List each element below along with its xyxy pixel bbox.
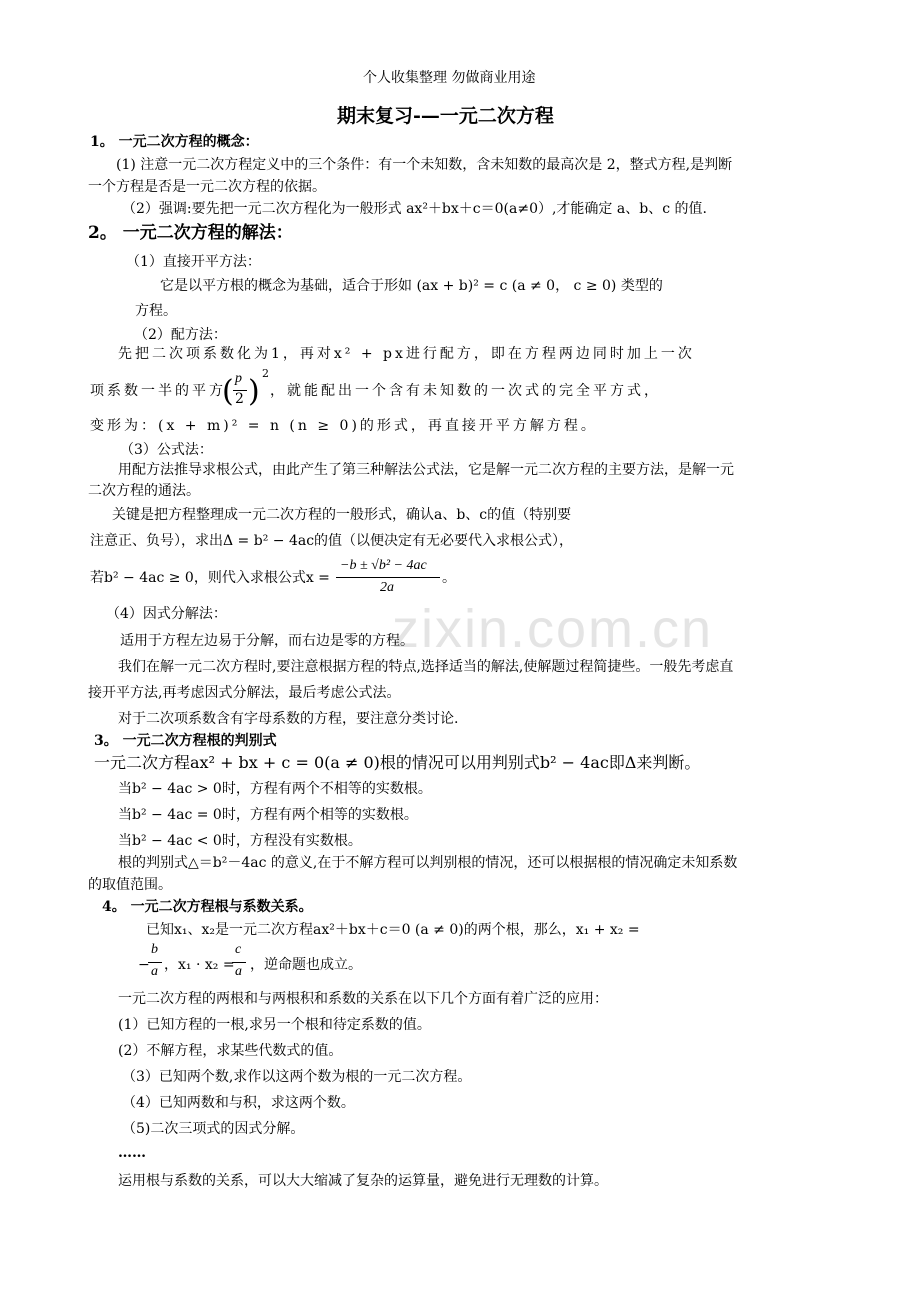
method-3-text-a: 用配方法推导求根公式，由此产生了第三种解法公式法，它是解一元二次方程的主要方法，是解一元 — [118, 462, 734, 478]
product-fraction-bar — [232, 962, 246, 963]
section-2-heading: 2。 一元二次方程的解法： — [88, 223, 293, 243]
method-3-text-c: 关键是把方程整理成一元二次方程的一般形式，确认a、b、c的值（特别要 — [112, 507, 572, 523]
vieta-statement: 已知x₁、x₂是一元二次方程ax²＋bx＋c＝0 (a ≠ 0)的两个根，那么，x₁ + x₂ = — [146, 922, 640, 938]
page-title: 期末复习-—一元二次方程 — [337, 105, 554, 127]
discriminant-intro: 一元二次方程ax² + bx + c = 0(a ≠ 0)根的情况可以用判别式b² − 4ac即Δ来判断。 — [94, 753, 701, 772]
closing-sentence: 运用根与系数的关系，可以大大缩减了复杂的运算量，避免进行无理数的计算。 — [118, 1173, 608, 1189]
method-1-text-a: 它是以平方根的概念为基础，适合于形如 (ax + b)² = c (a ≠ 0， c ≥ 0) 类型的 — [160, 278, 663, 294]
product-numerator: c — [235, 942, 242, 957]
sum-numerator: b — [151, 942, 158, 957]
advice-text-1: 我们在解一元二次方程时,要注意根据方程的特点,选择适当的解法,使解题过程简捷些。一般先考虑直 — [118, 659, 734, 675]
application-2: (2）不解方程，求某些代数式的值。 — [118, 1043, 343, 1059]
formula-numerator: −b ± √b² − 4ac — [340, 558, 427, 573]
method-2-text-a: 先把二次项系数化为1，再对x² + px进行配方，即在方程两边同时加上一次 — [118, 346, 695, 362]
s1-paragraph-1b: 一个方程是否是一元二次方程的依据。 — [88, 179, 326, 195]
method-1-text-b: 方程。 — [135, 303, 177, 319]
vieta-product-fraction — [232, 942, 248, 986]
quadratic-formula-lead: 若b² − 4ac ≥ 0，则代入求根公式x = — [90, 570, 330, 586]
discriminant-zero: 当b² − 4ac = 0时，方程有两个相等的实数根。 — [118, 807, 418, 823]
application-5: （5)二次三项式的因式分解。 — [122, 1121, 305, 1137]
vieta-minus: − — [138, 957, 150, 973]
squared-exponent: 2 — [262, 367, 269, 380]
s1-paragraph-1a: (1) 注意一元二次方程定义中的三个条件：有一个未知数，含未知数的最高次是 2，整式方程,是判断 — [116, 157, 733, 173]
vieta-converse: ，逆命题也成立。 — [250, 957, 362, 973]
section-3-heading: 3。 一元二次方程根的判别式 — [94, 733, 277, 749]
sum-fraction-bar — [148, 962, 162, 963]
product-denominator: a — [235, 964, 242, 979]
left-paren: ( — [222, 374, 234, 409]
vieta-sum-fraction — [148, 942, 164, 986]
discriminant-positive: 当b² − 4ac > 0时，方程有两个不相等的实数根。 — [118, 781, 432, 797]
section-1-heading: 1。 一元二次方程的概念： — [90, 134, 259, 150]
application-4: （4）已知两数和与积，求这两个数。 — [122, 1095, 355, 1111]
method-1-title: （1）直接开平方法： — [126, 254, 261, 270]
formula-fraction-bar — [336, 577, 440, 578]
method-2-text-b: 项系数一半的平方 — [90, 383, 226, 399]
discriminant-meaning-b: 的取值范围。 — [88, 877, 172, 893]
fraction-denominator: 2 — [235, 391, 244, 407]
discriminant-meaning-a: 根的判别式△＝b²－4ac 的意义,在于不解方程可以判别根的情况，还可以根据根的情况确定未知系数 — [118, 855, 738, 871]
quadratic-formula-fraction — [336, 556, 444, 600]
quadratic-formula-end: 。 — [442, 570, 456, 586]
method-3-text-b: 二次方程的通法。 — [88, 483, 200, 499]
s1-paragraph-2: （2）强调:要先把一元二次方程化为一般形式 ax²＋bx＋c＝0(a≠0）,才能确定 a、b、c 的值. — [122, 201, 707, 217]
page-header: 个人收集整理 勿做商业用途 — [363, 70, 536, 86]
application-1: (1）已知方程的一根,求另一个根和待定系数的值。 — [118, 1017, 431, 1033]
method-3-text-d: 注意正、负号），求出Δ = b² − 4ac的值（以便决定有无必要代入求根公式）， — [90, 533, 574, 549]
method-2-text-c: 变形为：(x + m)² = n (n ≥ 0)的形式，再直接开平方解方程。 — [90, 418, 598, 434]
advice-text-2: 接开平方法,再考虑因式分解法，最后考虑公式法。 — [88, 685, 401, 701]
sum-denominator: a — [151, 964, 158, 979]
applications-intro: 一元二次方程的两根和与两根积和系数的关系在以下几个方面有着广泛的应用： — [118, 991, 608, 1007]
watermark: zixin.com.cn — [392, 599, 714, 659]
method-4-text: 适用于方程左边易于分解，而右边是零的方程。 — [120, 633, 414, 649]
vieta-product: ，x₁ · x₂ = — [164, 957, 235, 973]
advice-text-3: 对于二次项系数含有字母系数的方程，要注意分类讨论. — [118, 711, 459, 727]
right-paren: ) — [248, 374, 260, 409]
method-4-title: （4）因式分解法： — [106, 606, 227, 622]
application-3: （3）已知两个数,求作以这两个数为根的一元二次方程。 — [122, 1069, 472, 1085]
ellipsis: …… — [118, 1145, 146, 1161]
method-2-text-b-tail: ，就能配出一个含有未知数的一次式的完全平方式， — [270, 383, 661, 399]
formula-denominator: 2a — [380, 580, 394, 595]
fraction-numerator: p — [235, 371, 242, 386]
half-coefficient-squared — [222, 369, 262, 413]
method-2-title: （2）配方法： — [134, 327, 227, 343]
discriminant-negative: 当b² − 4ac < 0时，方程没有实数根。 — [118, 833, 362, 849]
method-3-title: （3）公式法： — [120, 442, 213, 458]
section-4-heading: 4。 一元二次方程根与系数关系。 — [102, 899, 313, 915]
